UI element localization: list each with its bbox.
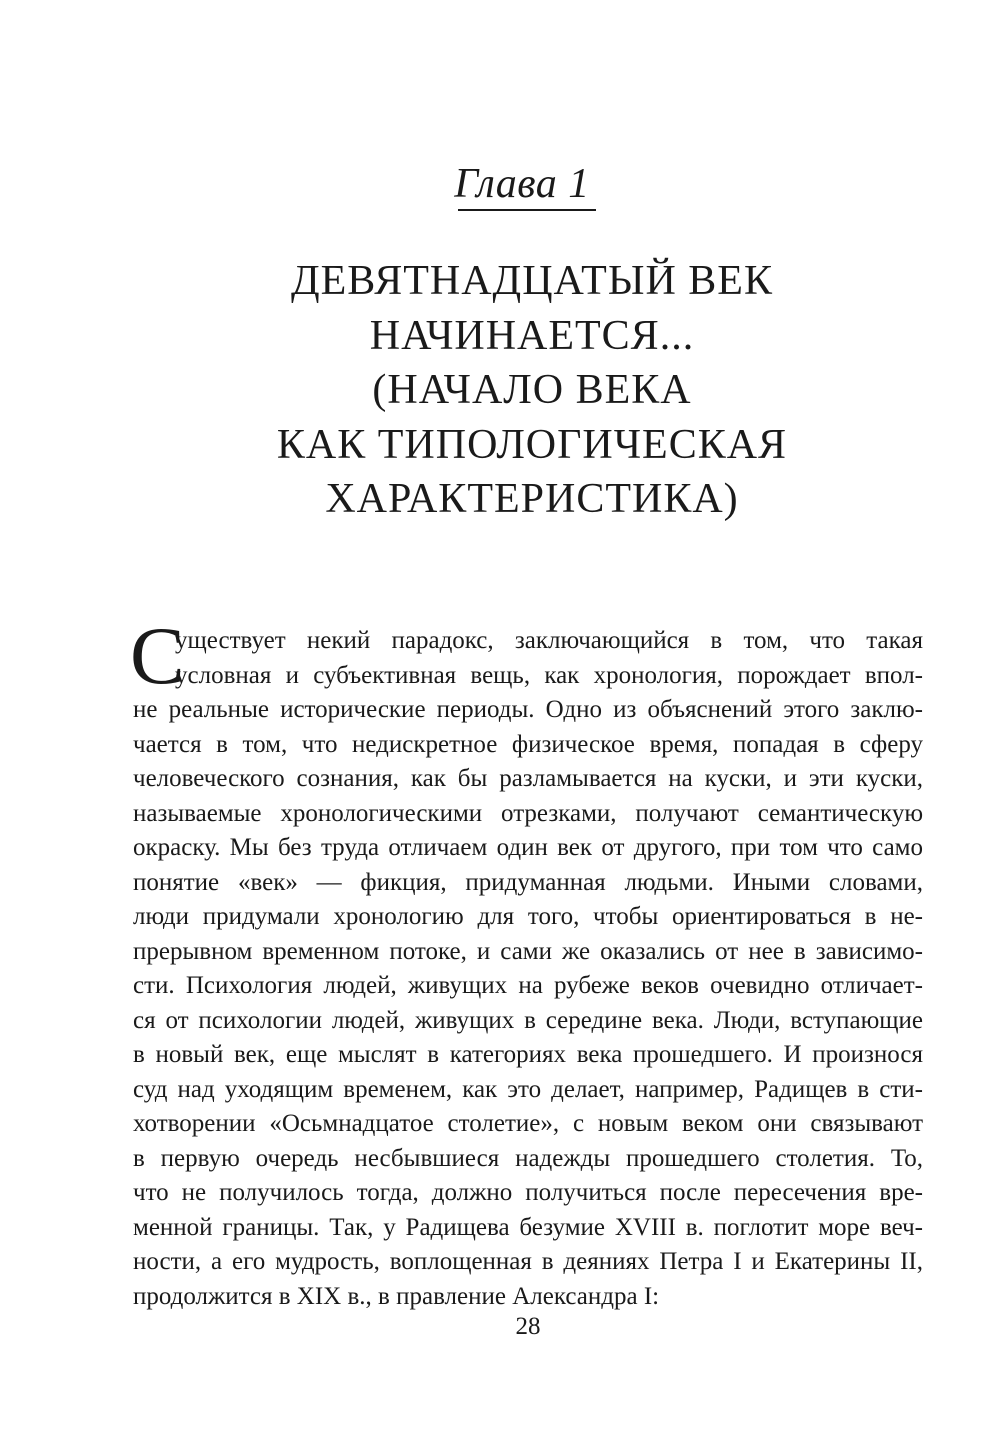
paragraph-line: в новый век, еще мыслят в категориях века прошедшего. И произнося [133,1041,923,1068]
page-number: 28 [515,1313,541,1340]
paragraph-line: чается в том, что недискретное физическое время, попадая в сферу [133,730,923,758]
paragraph-line: ности, а его мудрость, воплощенная в деяниях Петра I и Екатерины II, [133,1248,923,1275]
paragraph-line: сти. Психология людей, живущих на рубеже веков очевидно отличает- [133,972,923,999]
chapter-title-line: КАК ТИПОЛОГИЧЕСКАЯ [276,421,788,468]
chapter-title-line: ДЕВЯТНАДЦАТЫЙ ВЕК [291,258,773,304]
drop-cap: С [130,610,185,701]
chapter-label: Глава 1 [454,161,590,207]
chapter-title-line: ХАРАКТЕРИСТИКА) [325,476,739,522]
paragraph-line: понятие «век» — фикция, придуманная людьми. Иными словами, [133,868,923,896]
paragraph-line: условная и субъективная вещь, как хронология, порождает впол- [175,661,923,689]
paragraph-line: суд над уходящим временем, как это делает, например, Радищев в сти- [133,1075,923,1103]
paragraph-line: ся от психологии людей, живущих в середине века. Люди, вступающие [133,1006,923,1034]
paragraph-line: окраску. Мы без труда отличаем один век от другого, при том что само [133,834,923,861]
paragraph-line: в первую очередь несбывшиеся надежды прошедшего столетия. То, [133,1144,923,1172]
paragraph-line: менной границы. Так, у Радищева безумие XVIII в. поглотит море веч- [133,1213,923,1241]
paragraph-line: хотворении «Осьмнадцатое столетие», с новым веком они связывают [133,1110,923,1137]
chapter-divider [458,209,596,211]
chapter-title-line: (НАЧАЛО ВЕКА [372,367,692,413]
chapter-title-line: НАЧИНАЕТСЯ... [369,312,695,359]
paragraph-line: уществует некий парадокс, заключающийся в том, что такая [175,627,923,654]
chapter-title [0,254,1000,527]
paragraph-line: люди придумали хронологию для того, чтобы ориентироваться в не- [133,903,923,930]
paragraph-line: человеческого сознания, как бы разламывается на куски, и эти куски, [133,765,923,792]
paragraph-line: продолжится в XIX в., в правление Александра I: [133,1282,660,1310]
paragraph-line: прерывном временном потоке, и сами же оказались от нее в зависимо- [133,937,923,965]
paragraph-line: что не получилось тогда, должно получиться после пересечения вре- [133,1179,923,1206]
body-paragraph [133,624,923,1314]
paragraph-line: не реальные исторические периоды. Одно из объяснений этого заклю- [133,696,923,723]
paragraph-line: называемые хронологическими отрезками, получают семантическую [133,799,923,827]
